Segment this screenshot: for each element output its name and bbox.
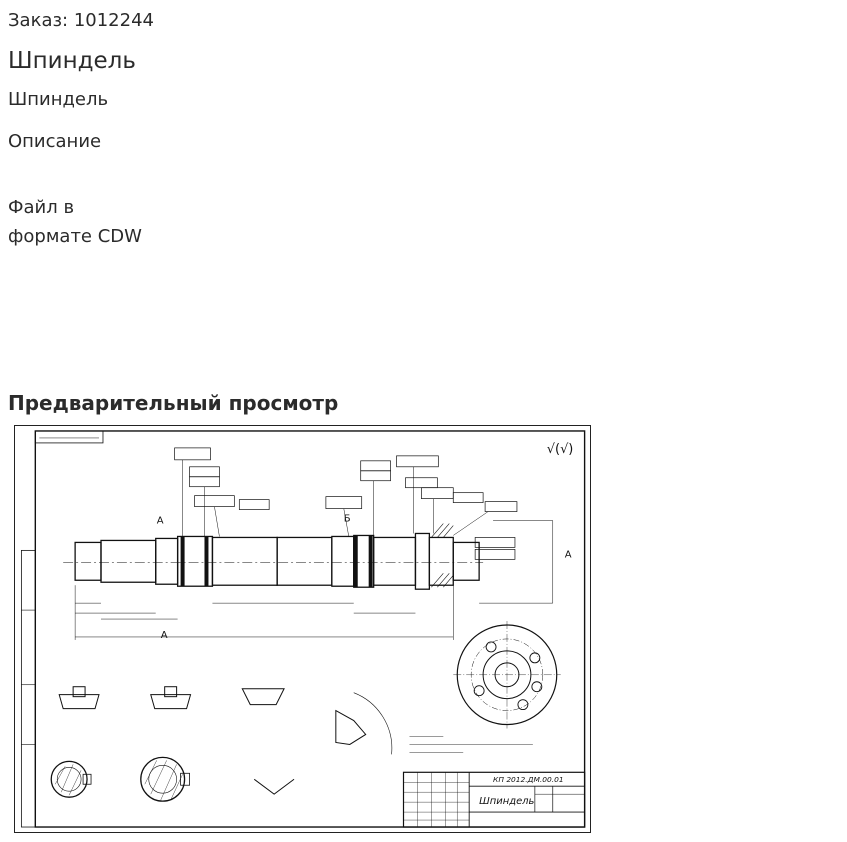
shaft-outline [75, 533, 479, 589]
product-title: Шпиндель [8, 48, 136, 74]
file-format-line-2: формате CDW [8, 226, 142, 247]
product-subtitle: Шпиндель [8, 89, 109, 110]
binding-strip [21, 550, 35, 827]
flange-hatch [431, 524, 453, 588]
title-block-code: КП 2012.ДМ.00.01 [493, 775, 564, 785]
section-hatch [55, 760, 182, 800]
file-format-line-1: Файл в [8, 197, 75, 218]
view-marker-a-right: А [564, 549, 572, 561]
sheet-border [35, 431, 584, 827]
section-marker-a-top: А [156, 515, 164, 527]
roughness-symbol: √(√) [546, 441, 574, 457]
section-marker-a-bottom: А [160, 629, 168, 641]
section-marker-b-top: Б [343, 513, 351, 525]
preview-heading: Предварительный просмотр [8, 391, 339, 415]
technical-notes [409, 736, 532, 752]
file-format-info [8, 193, 178, 251]
top-code-box [35, 431, 103, 443]
technical-drawing [15, 426, 590, 832]
order-number: Заказ: 1012244 [8, 10, 154, 31]
description-label: Описание [8, 131, 102, 152]
drawing-preview-image[interactable] [14, 425, 591, 833]
title-block-part-name: Шпиндель [479, 796, 535, 808]
flange-end-view [453, 621, 560, 728]
detail-views [51, 687, 392, 801]
dimension-lines [75, 521, 553, 640]
